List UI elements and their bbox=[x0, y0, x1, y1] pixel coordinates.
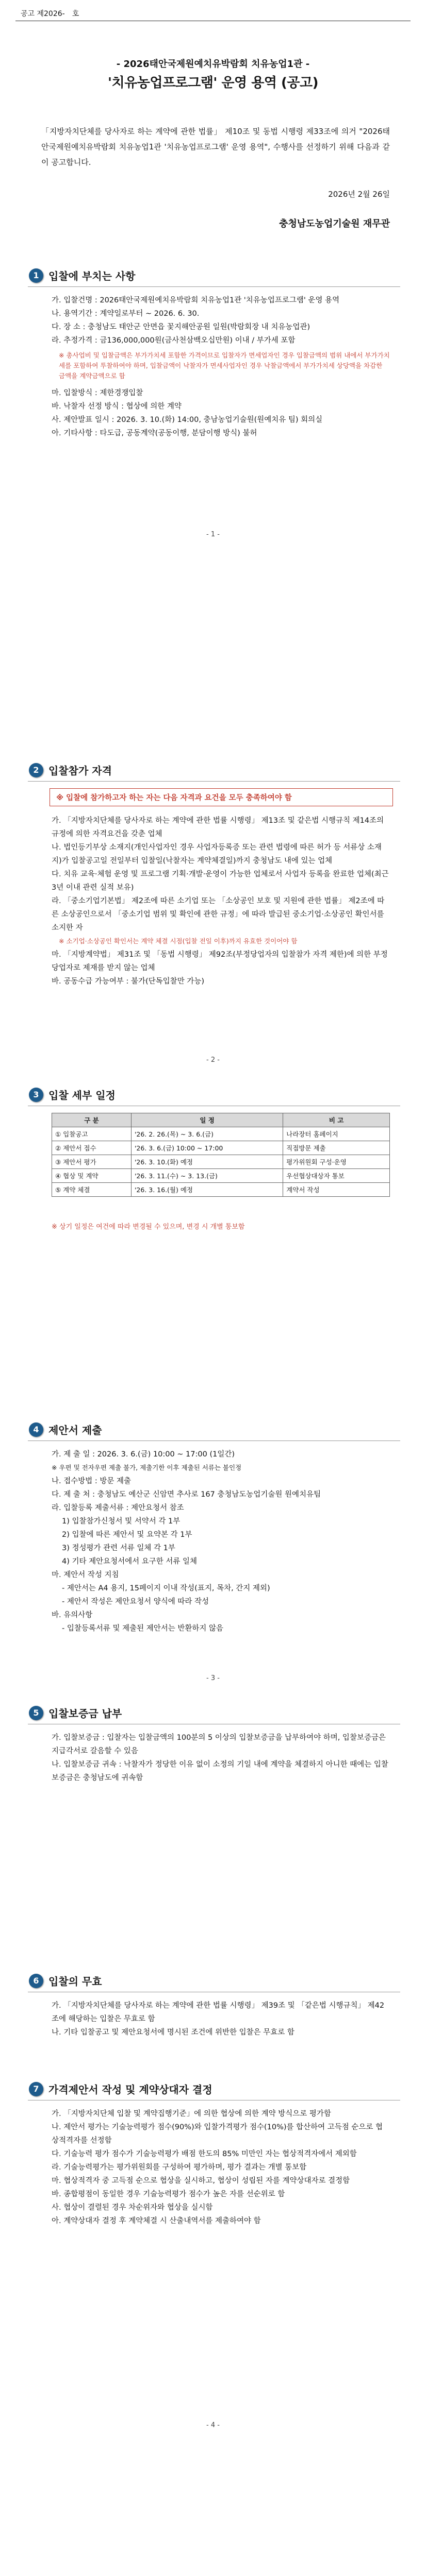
item: 마. 협상적격자 중 고득점 순으로 협상을 실시하고, 협상이 성립된 자를 계약상대자로 결정함 bbox=[52, 2177, 350, 2185]
item: 나. 제안서 평가는 기술능력평가 점수(90%)와 입찰가격평가 점수(10%)를 합산하여 고득점 순으로 협상적격자를 선정함 bbox=[52, 2123, 383, 2145]
item: 가. 「지방자치단체를 당사자로 하는 계약에 관한 법률 시행령」 제39조 및 「같은법 시행규칙」 제42조에 해당하는 입찰은 무효로 함 bbox=[52, 2002, 385, 2023]
table-cell: ③ 제안서 평가 bbox=[52, 1155, 132, 1169]
section-7-header bbox=[29, 2081, 212, 2096]
table-cell: '26. 3. 16.(월) 예정 bbox=[131, 1183, 283, 1197]
item: 가. 「지방자치단체 입찰 및 계약집행기준」에 의한 협상에 의한 계약 방식으로 평가함 bbox=[52, 2110, 331, 2118]
item: 바. 유의사항 bbox=[52, 1611, 93, 1619]
item: 마. 입찰방식 : 제한경쟁입찰 bbox=[52, 389, 143, 397]
item: 라. 「중소기업기본법」 제2조에 따른 소기업 또는 「소상공인 보호 및 지원에 관한 법률」 제2조에 따른 소상공인으로서 「중소기업 범위 및 확인에 관한 규정」에 따라 발급된 중소기업·소상공인 확인서를 소지한 자 bbox=[52, 897, 385, 932]
eligibility-warning: ※ 입찰에 참가하고자 하는 자는 다음 자격과 요건을 모두 충족하여야 함 bbox=[50, 788, 393, 806]
item: 다. 기술능력 평가 점수가 기술능력평가 배점 한도의 85% 미만인 자는 협상적격자에서 제외함 bbox=[52, 2150, 357, 2158]
table-cell: '26. 3. 10.(화) 예정 bbox=[131, 1155, 283, 1169]
table-cell: '26. 3. 11.(수) ~ 3. 13.(금) bbox=[131, 1169, 283, 1183]
table-header: 일 정 bbox=[131, 1113, 283, 1127]
section-divider bbox=[28, 1440, 400, 1441]
table-cell: ④ 협상 및 계약 bbox=[52, 1169, 132, 1183]
issuer: 충청남도농업기술원 재무관 bbox=[279, 218, 390, 229]
sme-note: ※ 소기업·소상공인 확인서는 계약 체결 시점(입찰 전일 이후)까지 유효한 것이어야 함 bbox=[59, 937, 298, 945]
item: 라. 추정가격 : 금136,000,000원(금사천삼백오십만원) 이내 / 부가세 포함 bbox=[52, 336, 296, 345]
section-number: 5 bbox=[29, 1706, 43, 1720]
section-number: 3 bbox=[29, 1088, 43, 1102]
section-3-header bbox=[29, 1087, 116, 1102]
table-header: 비 고 bbox=[283, 1113, 390, 1127]
table-row bbox=[52, 1155, 390, 1169]
item: 가. 제 출 일 : 2026. 3. 6.(금) 10:00 ~ 17:00 (1일간) bbox=[52, 1450, 235, 1459]
item: - 입찰등록서류 및 제출된 제안서는 반환하지 않음 bbox=[62, 1624, 224, 1633]
item: 아. 계약상대자 결정 후 계약체결 시 산출내역서를 제출하여야 함 bbox=[52, 2217, 261, 2225]
item: 2) 입찰에 따른 제안서 및 요약본 각 1부 bbox=[62, 1531, 192, 1539]
table-cell: ⑤ 계약 체결 bbox=[52, 1183, 132, 1197]
item: 가. 입찰건명 : 2026태안국제원예치유박람회 치유농업1관 '치유농업프로그램' 운영 용역 bbox=[52, 296, 340, 304]
section-2-body bbox=[52, 814, 390, 988]
item: 라. 입찰등록 제출서류 : 제안요청서 참조 bbox=[52, 1504, 184, 1512]
item: 마. 「지방계약법」 제31조 및 「동법 시행령」 제92조(부정당업자의 입찰참가 자격 제한)에 의한 부정당업자로 제재를 받지 않는 업체 bbox=[52, 951, 388, 972]
item: 다. 치유 교육·체험 운영 및 프로그램 기획·개발·운영이 가능한 업체로서 사업자 등록을 완료한 업체(최근 3년 이내 관련 실적 보유) bbox=[52, 870, 389, 892]
section-title: 입찰의 무효 bbox=[48, 1975, 102, 1988]
section-4-body bbox=[52, 1448, 390, 1635]
page-number: - 2 - bbox=[206, 1056, 220, 1064]
item: ※ 우편 및 전자우편 제출 불가, 제출기한 이후 제출된 서류는 불인정 bbox=[52, 1464, 242, 1471]
page-number: - 4 - bbox=[206, 2421, 220, 2429]
table-header: 구 분 bbox=[52, 1113, 132, 1127]
subtitle: - 2026태안국제원예치유박람회 치유농업1관 - bbox=[116, 59, 310, 70]
page-number: - 1 - bbox=[206, 531, 220, 538]
item: - 제안서는 A4 용지, 15페이지 이내 작성(표지, 목차, 간지 제외) bbox=[62, 1584, 270, 1592]
table-cell: ① 입찰공고 bbox=[52, 1127, 132, 1141]
item: 라. 기술능력평가는 평가위원회를 구성하여 평가하며, 평가 결과는 개별 통보함 bbox=[52, 2163, 307, 2172]
item: 나. 접수방법 : 방문 제출 bbox=[52, 1477, 131, 1485]
item: 사. 제안발표 일시 : 2026. 3. 10.(화) 14:00, 충남농업기술원(원예치유 팀) 회의실 bbox=[52, 416, 323, 424]
section-number: 2 bbox=[29, 763, 43, 777]
table-cell: '26. 3. 6.(금) 10:00 ~ 17:00 bbox=[131, 1141, 283, 1155]
section-divider bbox=[28, 781, 400, 782]
section-1-body bbox=[52, 294, 390, 440]
intro-text: 「지방자치단체를 당사자로 하는 계약에 관한 법률」 제10조 및 동법 시행령 제33조에 의거 "2026태안국제원예치유박람회 치유농업1관 '치유농업프로그램' 운영 용역", 수행사를 선정하기 위해 다음과 같이 공고합니다. bbox=[41, 127, 390, 167]
item: 마. 제안서 작성 지침 bbox=[52, 1571, 119, 1579]
section-5-body bbox=[52, 1731, 390, 1785]
section-5-header bbox=[29, 1705, 122, 1720]
table-cell: 우선협상대상자 통보 bbox=[283, 1169, 390, 1183]
item: 1) 입찰참가신청서 및 서약서 각 1부 bbox=[62, 1517, 181, 1526]
section-number: 7 bbox=[29, 2082, 43, 2096]
table-cell: 평가위원회 구성·운영 bbox=[283, 1155, 390, 1169]
item: 가. 「지방자치단체를 당사자로 하는 계약에 관한 법률 시행령」 제13조 및 같은법 시행규칙 제14조의 규정에 의한 자격요건을 갖춘 업체 bbox=[52, 817, 384, 838]
section-title: 입찰 세부 일정 bbox=[48, 1089, 116, 1101]
table-row bbox=[52, 1169, 390, 1183]
table-cell: '26. 2. 26.(목) ~ 3. 6.(금) bbox=[131, 1127, 283, 1141]
item: 나. 입찰보증금 귀속 : 낙찰자가 정당한 이유 없이 소정의 기일 내에 계약을 체결하지 아니한 때에는 입찰보증금은 충청남도에 귀속함 bbox=[52, 1760, 388, 1782]
section-title: 입찰에 부치는 사항 bbox=[48, 270, 136, 282]
notice-suffix: 호 bbox=[72, 10, 79, 18]
item: 4) 기타 제안요청서에서 요구한 서류 일체 bbox=[62, 1557, 198, 1566]
item: 3) 정성평가 관련 서류 일체 각 1부 bbox=[62, 1544, 175, 1552]
item: 다. 장 소 : 충청남도 태안군 안면읍 꽃지해안공원 일원(박람회장 내 치유농업관) bbox=[52, 323, 310, 331]
table-cell: 계약서 작성 bbox=[283, 1183, 390, 1197]
section-7-body bbox=[52, 2107, 390, 2228]
vat-note: ※ 총사업비 및 입찰금액은 부가가치세 포함한 가격이므로 입찰자가 면세업자인 경우 입찰금액의 범위 내에서 부가가치세를 포함하여 투찰하여야 하며, 입찰금액이 낙찰자가 면세사업자인 경우 낙찰금액에서 부가가치세 상당액을 차감한 금액을 계약금액으로 함 bbox=[59, 351, 390, 380]
item: 나. 용역기간 : 계약일로부터 ~ 2026. 6. 30. bbox=[52, 310, 200, 318]
item: 가. 입찰보증금 : 입찰자는 입찰금액의 100분의 5 이상의 입찰보증금을 납부하여야 하며, 입찰보증금은 지급각서로 갈음할 수 있음 bbox=[52, 1734, 386, 1755]
item: 다. 제 출 처 : 충청남도 예산군 신암면 추사로 167 충청남도농업기술원 원예치유팀 bbox=[52, 1490, 321, 1499]
page-number: - 3 - bbox=[206, 1674, 220, 1682]
item: - 제안서 작성은 제안요청서 양식에 따라 작성 bbox=[62, 1598, 209, 1606]
item: 사. 협상이 결렬된 경우 차순위자와 협상을 실시함 bbox=[52, 2204, 213, 2212]
table-row bbox=[52, 1141, 390, 1155]
page-title: '치유농업프로그램' 운영 용역 (공고) bbox=[108, 75, 318, 91]
item: 나. 기타 입찰공고 및 제안요청서에 명시된 조건에 위반한 입찰은 무효로 함 bbox=[52, 2028, 294, 2037]
section-number: 6 bbox=[29, 1974, 43, 1988]
table-row bbox=[52, 1183, 390, 1197]
table-cell: 나라장터 홈페이지 bbox=[283, 1127, 390, 1141]
section-title: 입찰참가 자격 bbox=[48, 765, 112, 777]
item: 바. 종합평점이 동일한 경우 기술능력평가 점수가 높은 자를 선순위로 함 bbox=[52, 2190, 285, 2198]
section-title: 제안서 제출 bbox=[48, 1424, 102, 1436]
section-4-header bbox=[29, 1422, 102, 1437]
section-1-header bbox=[29, 268, 136, 283]
section-6-header bbox=[29, 1973, 102, 1988]
section-number: 1 bbox=[29, 268, 43, 283]
item: 아. 기타사항 : 타도급, 공동계약(공동이행, 분담이행 방식) 불허 bbox=[52, 429, 257, 437]
schedule-note: ※ 상기 일정은 여건에 따라 변경될 수 있으며, 변경 시 개별 통보함 bbox=[52, 1223, 245, 1231]
table-row bbox=[52, 1127, 390, 1141]
item: 나. 법인등기부상 소재지(개인사업자인 경우 사업자등록증 또는 관련 법령에 따른 허가 등 서류상 소재지)가 입찰공고일 전일부터 입찰일(낙찰자는 계약체결일)까지 충청남도 내에 있는 업체 bbox=[52, 843, 382, 865]
item: 바. 낙찰자 선정 방식 : 협상에 의한 계약 bbox=[52, 402, 182, 411]
section-number: 4 bbox=[29, 1422, 43, 1437]
section-title: 가격제안서 작성 및 계약상대자 결정 bbox=[48, 2083, 212, 2096]
notice-date: 2026년 2월 26일 bbox=[328, 190, 390, 199]
table-cell: 직접방문 제출 bbox=[283, 1141, 390, 1155]
schedule-table bbox=[52, 1113, 390, 1197]
table-cell: ② 제안서 접수 bbox=[52, 1141, 132, 1155]
section-2-header bbox=[29, 762, 112, 777]
notice-header bbox=[21, 8, 79, 19]
section-divider bbox=[28, 286, 400, 287]
item: 바. 공동수급 가능여부 : 불가(단독입찰만 가능) bbox=[52, 977, 204, 986]
notice-number: 공고 제2026- bbox=[21, 10, 65, 18]
section-title: 입찰보증금 납부 bbox=[48, 1707, 122, 1720]
section-6-body bbox=[52, 1999, 390, 2039]
